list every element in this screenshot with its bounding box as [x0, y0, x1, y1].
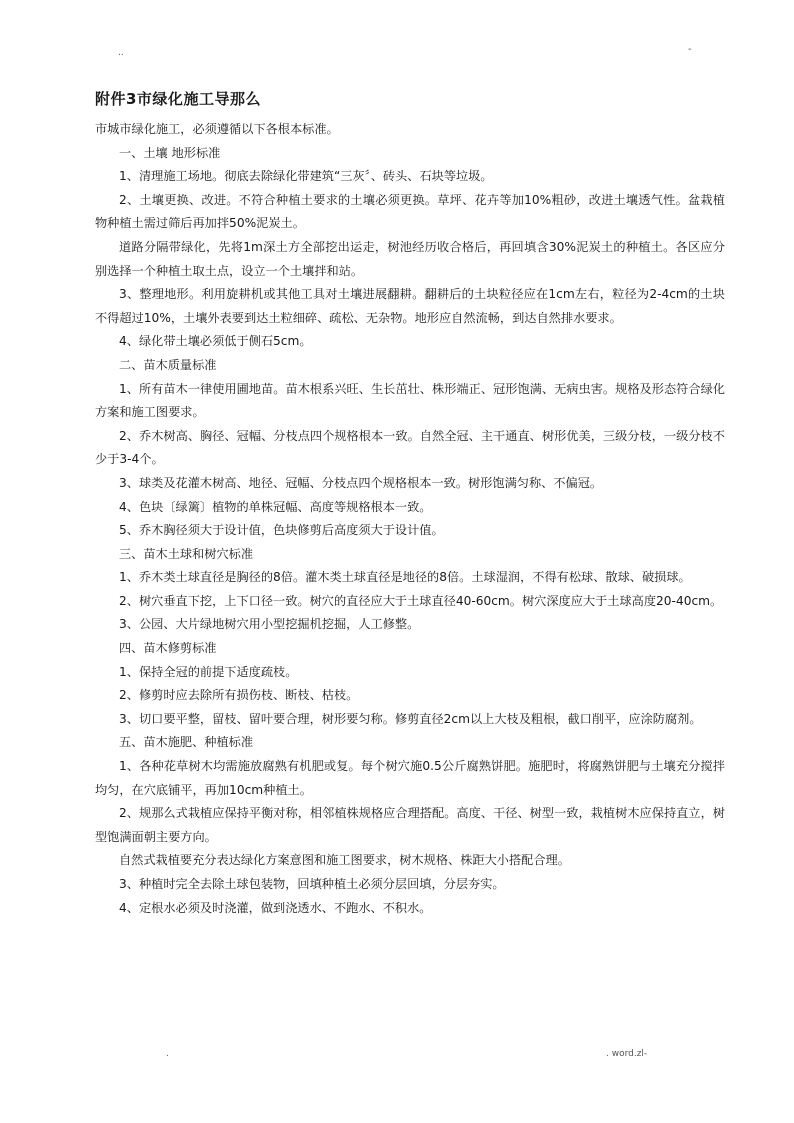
paragraph: 2、修剪时应去除所有损伤枝、断枝、枯枝。 — [119, 688, 359, 703]
section-heading: 二、苗木质量标准 — [119, 357, 217, 372]
footer-left-mark: . — [166, 1049, 169, 1059]
section-heading: 一、土壤 地形标准 — [119, 145, 221, 160]
paragraph: 1、清理施工场地。彻底去除绿化带建筑“三灰〞、砖头、石块等垃圾。 — [119, 169, 493, 184]
paragraph: 4、色块〔绿篱〕植物的单株冠幅、高度等规格根本一致。 — [119, 499, 432, 514]
paragraph-list — [95, 118, 725, 920]
paragraph: 2、土壤更换、改进。不符合种植土要求的土壤必须更换。草坪、花卉等加10%粗砂，改进土壤透气性。盆栽植物种植土需过筛后再加拌50%泥炭土。 — [95, 192, 725, 231]
paragraph: 1、各种花草树木均需施放腐熟有机肥或复。每个树穴施0.5公斤腐熟饼肥。施肥时，将腐熟饼肥与土壤充分搅拌均匀，在穴底铺平，再加10cm种植土。 — [95, 759, 725, 797]
paragraph: 3、公园、大片绿地树穴用小型挖掘机挖掘，人工修整。 — [119, 617, 420, 632]
paragraph: 5、乔木胸径须大于设计值，色块修剪后高度须大于设计值。 — [119, 523, 444, 538]
document-body — [95, 88, 725, 920]
paragraph: 自然式栽植要充分表达绿化方案意图和施工图要求，树木规格、株距大小搭配合理。 — [119, 853, 570, 868]
header-left-mark: .. — [118, 48, 124, 58]
section-heading: 三、苗木土球和树穴标准 — [119, 546, 254, 561]
paragraph: 2、规那么式栽植应保持平衡对称，相邻植株规格应合理搭配。高度、干径、树型一致，栽植树木应保持直立，树型饱满面朝主要方向。 — [95, 806, 725, 844]
paragraph: 1、所有苗木一律使用圃地苗。苗木根系兴旺、生长茁壮、株形端正、冠形饱满、无病虫害。规格及形态符合绿化方案和施工图要求。 — [95, 381, 725, 420]
paragraph: 3、球类及花灌木树高、地径、冠幅、分枝点四个规格根本一致。树形饱满匀称、不偏冠。 — [119, 475, 603, 490]
paragraph: 市城市绿化施工，必须遵循以下各根本标准。 — [95, 122, 339, 136]
document-title: 附件3市绿化施工导那么 — [95, 90, 261, 108]
paragraph: 1、保持全冠的前提下适度疏枝。 — [119, 664, 298, 679]
paragraph: 4、定根水必须及时浇灌，做到浇透水、不跑水、不积水。 — [119, 900, 432, 915]
paragraph: 道路分隔带绿化，先将1m深土方全部挖出运走，树池经历收合格后，再回填含30%泥炭土的种植土。各区应分别选择一个种植土取土点，设立一个土壤拌和站。 — [95, 239, 725, 278]
section-heading: 四、苗木修剪标准 — [119, 641, 217, 656]
header-right-mark: - — [688, 44, 692, 55]
paragraph: 2、乔木树高、胸径、冠幅、分枝点四个规格根本一致。自然全冠、主干通直、树形优美，三级分枝，一级分枝不少于3-4个。 — [95, 428, 725, 467]
paragraph: 4、绿化带土壤必须低于侧石5cm。 — [119, 334, 312, 349]
paragraph: 3、种植时完全去除土球包装物，回填种植土必须分层回填，分层夯实。 — [119, 877, 505, 891]
paragraph: 3、整理地形。利用旋耕机或其他工具对土壤进展翻耕。翻耕后的土块粒径应在1cm左右，粒径为2-4cm的土块不得超过10%，土壤外表要到达土粒细碎、疏松、无杂物。地形应自然流畅，到达自然排水要求。 — [95, 287, 725, 325]
footer-right-text: . word.zl- — [606, 1049, 648, 1059]
paragraph: 3、切口要平整，留枝、留叶要合理，树形要匀称。修剪直径2cm以上大枝及粗根，截口削平，应涂防腐剂。 — [119, 711, 702, 726]
paragraph: 1、乔木类土球直径是胸径的8倍。灌木类土球直径是地径的8倍。土球湿润，不得有松球、散球、破损球。 — [119, 570, 691, 585]
section-heading: 五、苗木施肥、种植标准 — [119, 735, 254, 750]
paragraph: 2、树穴垂直下挖，上下口径一致。树穴的直径应大于土球直径40-60cm。树穴深度应大于土球高度20-40cm。 — [119, 593, 723, 608]
